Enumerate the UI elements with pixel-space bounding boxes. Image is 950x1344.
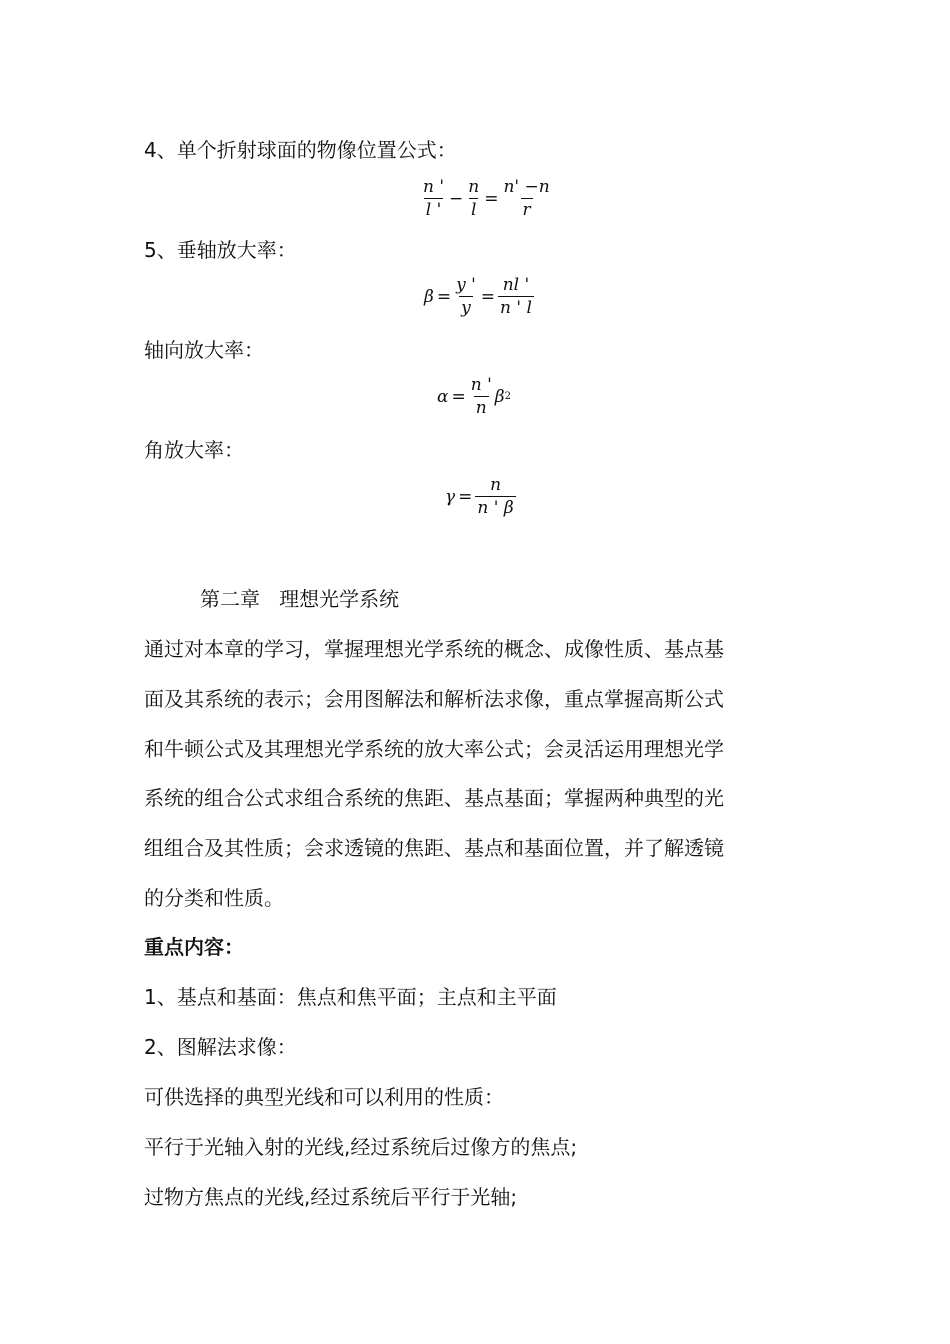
fraction xyxy=(501,178,551,219)
symbol: β xyxy=(494,386,505,407)
axial-magnification-formula xyxy=(437,376,511,417)
ray-rule-2: 过物方焦点的光线,经过系统后平行于光轴; xyxy=(144,1185,518,1209)
intro-line: 组组合及其性质；会求透镜的焦距、基点和基面位置，并了解透镜 xyxy=(144,836,724,860)
operator: = xyxy=(480,286,496,307)
ray-rule-1: 平行于光轴入射的光线,经过系统后过像方的焦点; xyxy=(144,1135,578,1159)
operator: = xyxy=(451,386,466,407)
numerator: n ' xyxy=(470,375,492,395)
denominator: l xyxy=(471,200,477,220)
numerator: n' −n xyxy=(503,177,550,197)
intro-line: 通过对本章的学习，掌握理想光学系统的概念、成像性质、基点基 xyxy=(144,637,724,661)
axial-magnification-title: 轴向放大率： xyxy=(144,338,264,362)
exponent: 2 xyxy=(504,391,511,402)
denominator: r xyxy=(522,200,531,220)
denominator: y xyxy=(461,298,471,318)
intro-line: 系统的组合公式求组合系统的焦距、基点基面；掌握两种典型的光 xyxy=(144,786,724,810)
lateral-magnification-formula xyxy=(424,276,535,317)
operator: = xyxy=(484,188,499,209)
numerator: nl ' xyxy=(502,275,530,295)
rays-intro: 可供选择的典型光线和可以利用的性质： xyxy=(144,1085,504,1109)
fraction xyxy=(466,178,481,219)
fraction xyxy=(454,276,478,317)
denominator: n ' l xyxy=(500,298,532,318)
intro-line: 的分类和性质。 xyxy=(144,886,284,910)
chapter-title: 第二章 理想光学系统 xyxy=(200,587,400,611)
numerator: n xyxy=(468,177,480,197)
symbol: γ xyxy=(445,486,456,507)
intro-line: 和牛顿公式及其理想光学系统的放大率公式；会灵活运用理想光学 xyxy=(144,737,724,761)
operator: − xyxy=(449,188,464,209)
key-content-heading: 重点内容： xyxy=(144,935,244,959)
operator: = xyxy=(436,286,452,307)
numerator: n ' xyxy=(423,177,445,197)
denominator: n ' β xyxy=(477,498,514,518)
key-item-2: 2、图解法求像： xyxy=(144,1035,297,1059)
section-5-title: 5、垂轴放大率： xyxy=(144,238,297,262)
numerator: n xyxy=(490,475,502,495)
symbol: β xyxy=(424,286,434,307)
section-4-title: 4、单个折射球面的物像位置公式： xyxy=(144,138,457,162)
symbol: α xyxy=(437,386,449,407)
angular-magnification-title: 角放大率： xyxy=(144,438,244,462)
numerator: y ' xyxy=(456,275,476,295)
denominator: l ' xyxy=(425,200,442,220)
fraction xyxy=(475,476,515,517)
refraction-formula xyxy=(420,178,553,219)
intro-line: 面及其系统的表示；会用图解法和解析法求像，重点掌握高斯公式 xyxy=(144,687,724,711)
operator: = xyxy=(458,486,473,507)
key-item-1: 1、基点和基面：焦点和焦平面；主点和主平面 xyxy=(144,985,557,1009)
denominator: n xyxy=(475,398,487,418)
fraction xyxy=(421,178,446,219)
angular-magnification-formula xyxy=(445,476,517,517)
fraction xyxy=(498,276,534,317)
fraction xyxy=(469,376,494,417)
